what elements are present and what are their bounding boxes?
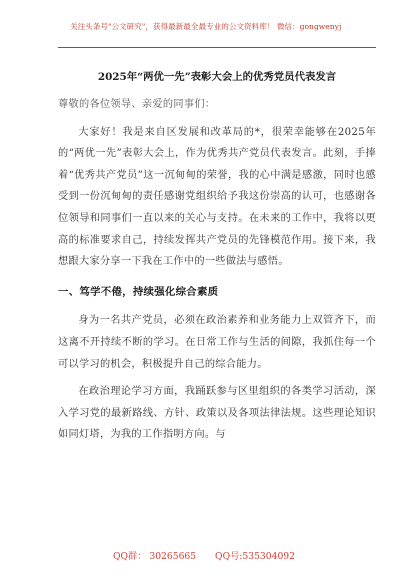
document-body: [58, 94, 376, 446]
document-title: 2025年“两优一先”表彰大会上的优秀党员代表发言: [97, 71, 337, 83]
footer-qq-group: QQ群： 30265665: [112, 551, 197, 562]
section-paragraph-2: 在政治理论学习方面，我踊跃参与区里组织的各类学习活动，深入学习党的最新路线、方针、政策以及各项法律法规。这些理论知识如同灯塔，为我的工作指明方向。与: [58, 386, 376, 441]
footer-qq-number: QQ号:535304092: [215, 551, 295, 562]
page-header-note: 关注头条号"公文研究"，获得最新最全最专业的公文资料库！ 微信：gongwenyj: [70, 22, 342, 31]
page-footer: [0, 548, 408, 562]
section-heading: 一、笃学不倦，持续强化综合素质: [58, 285, 219, 298]
salutation: 尊敬的各位领导、亲爱的同事们：: [58, 99, 216, 110]
section-paragraph-1: 身为一名共产党员，必须在政治素养和业务能力上双管齐下，而这离不开持续不断的学习。在日常工作与生活的间隙，我抓住每一个可以学习的机会，积极提升自己的综合能力。: [58, 315, 376, 370]
intro-paragraph: 大家好！我是来自区发展和改革局的*，很荣幸能够在2025年的“两优一先”表彰大会上，作为优秀共产党员代表发言。此刻，手捧着“优秀共产党员”这一沉甸甸的荣誉，我的心中满是感激，同时也感受到一份沉甸甸的责任感谢党组织给予我这份崇高的认可，也感谢各位领导和同事们一直以来的关心与支持。在未来的工作中，我将以更高的标准要求自己，持续发挥共产党员的先锋模范作用。接下来，我想跟大家分享一下我在工作中的一些做法与感悟。: [58, 126, 376, 268]
header-divider: [58, 47, 376, 48]
